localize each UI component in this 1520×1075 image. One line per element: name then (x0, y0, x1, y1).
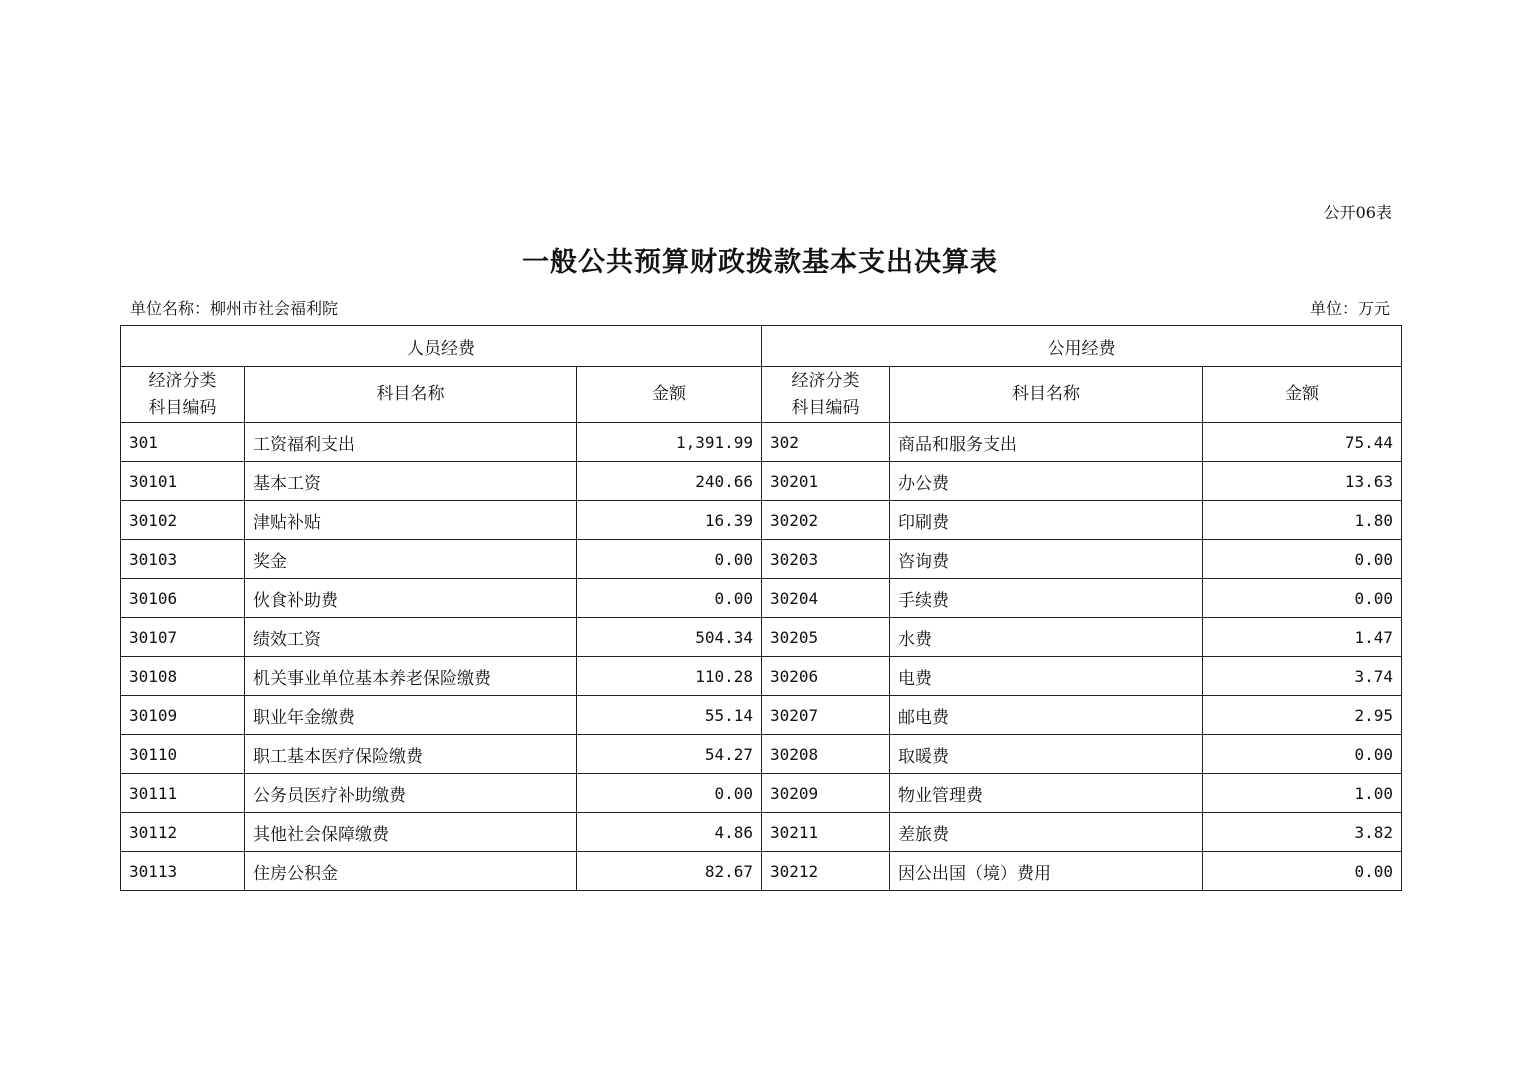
public-amount-header: 金额 (1203, 367, 1402, 423)
personnel-code-cell: 30110 (121, 735, 245, 774)
code-header-line1: 经济分类 (148, 370, 217, 391)
personnel-amount-cell: 4.86 (577, 813, 762, 852)
page-title: 一般公共预算财政拨款基本支出决算表 (522, 247, 998, 278)
personnel-name-cell: 住房公积金 (245, 852, 577, 891)
public-name-cell: 取暖费 (890, 735, 1203, 774)
public-name-cell: 电费 (890, 657, 1203, 696)
personnel-amount-cell: 110.28 (577, 657, 762, 696)
public-amount-cell: 3.74 (1203, 657, 1402, 696)
personnel-name-cell: 伙食补助费 (245, 579, 577, 618)
personnel-name-cell: 其他社会保障缴费 (245, 813, 577, 852)
public-name-header: 科目名称 (890, 367, 1203, 423)
column-header-row (121, 367, 1402, 423)
table-row (121, 735, 1402, 774)
code-header-line2: 科目编码 (148, 397, 217, 418)
public-amount-cell: 1.47 (1203, 618, 1402, 657)
table-row (121, 501, 1402, 540)
table-row (121, 462, 1402, 501)
public-code-cell: 30207 (762, 696, 890, 735)
code-header-line1: 经济分类 (791, 370, 860, 391)
unit-name-value: 柳州市社会福利院 (210, 299, 339, 318)
public-amount-cell: 0.00 (1203, 579, 1402, 618)
unit-name-line (130, 296, 338, 319)
public-name-cell: 办公费 (890, 462, 1203, 501)
public-amount-cell: 0.00 (1203, 852, 1402, 891)
personnel-name-cell: 职业年金缴费 (245, 696, 577, 735)
personnel-amount-cell: 55.14 (577, 696, 762, 735)
table-body (121, 423, 1402, 891)
public-code-cell: 30212 (762, 852, 890, 891)
currency-unit: 单位：万元 (1309, 299, 1390, 318)
public-amount-cell: 13.63 (1203, 462, 1402, 501)
personnel-code-cell: 30108 (121, 657, 245, 696)
personnel-code-cell: 30101 (121, 462, 245, 501)
public-code-cell: 30203 (762, 540, 890, 579)
unit-name-label: 单位名称： (130, 299, 211, 318)
personnel-code-cell: 30111 (121, 774, 245, 813)
public-code-cell: 30202 (762, 501, 890, 540)
personnel-amount-cell: 1,391.99 (577, 423, 762, 462)
public-name-cell: 商品和服务支出 (890, 423, 1203, 462)
public-code-cell: 30208 (762, 735, 890, 774)
public-name-cell: 咨询费 (890, 540, 1203, 579)
personnel-code-cell: 30102 (121, 501, 245, 540)
table-row (121, 540, 1402, 579)
public-expense-header: 公用经费 (762, 326, 1402, 367)
public-amount-cell: 3.82 (1203, 813, 1402, 852)
form-number: 公开06表 (1323, 203, 1392, 222)
code-header-line2: 科目编码 (791, 397, 860, 418)
personnel-amount-cell: 0.00 (577, 579, 762, 618)
public-name-cell: 印刷费 (890, 501, 1203, 540)
table-row (121, 618, 1402, 657)
table-row (121, 657, 1402, 696)
personnel-code-cell: 30109 (121, 696, 245, 735)
personnel-amount-cell: 240.66 (577, 462, 762, 501)
public-amount-cell: 2.95 (1203, 696, 1402, 735)
table-row (121, 774, 1402, 813)
public-code-cell: 30204 (762, 579, 890, 618)
personnel-name-cell: 绩效工资 (245, 618, 577, 657)
personnel-code-header (121, 367, 245, 423)
personnel-amount-cell: 504.34 (577, 618, 762, 657)
public-amount-cell: 1.80 (1203, 501, 1402, 540)
table-row (121, 423, 1402, 462)
personnel-name-cell: 机关事业单位基本养老保险缴费 (245, 657, 577, 696)
personnel-name-header: 科目名称 (245, 367, 577, 423)
public-amount-cell: 1.00 (1203, 774, 1402, 813)
public-code-cell: 30206 (762, 657, 890, 696)
public-code-cell: 30205 (762, 618, 890, 657)
public-name-cell: 因公出国（境）费用 (890, 852, 1203, 891)
public-code-cell: 302 (762, 423, 890, 462)
public-amount-cell: 0.00 (1203, 735, 1402, 774)
personnel-amount-header: 金额 (577, 367, 762, 423)
table-row (121, 813, 1402, 852)
public-code-cell: 30211 (762, 813, 890, 852)
personnel-amount-cell: 0.00 (577, 540, 762, 579)
table-row (121, 579, 1402, 618)
personnel-code-cell: 30112 (121, 813, 245, 852)
personnel-code-cell: 30103 (121, 540, 245, 579)
personnel-name-cell: 津贴补贴 (245, 501, 577, 540)
public-code-cell: 30201 (762, 462, 890, 501)
public-name-cell: 差旅费 (890, 813, 1203, 852)
personnel-name-cell: 职工基本医疗保险缴费 (245, 735, 577, 774)
expenditure-table (120, 325, 1402, 891)
public-code-header (762, 367, 890, 423)
personnel-amount-cell: 54.27 (577, 735, 762, 774)
personnel-amount-cell: 82.67 (577, 852, 762, 891)
personnel-code-cell: 301 (121, 423, 245, 462)
group-header-row (121, 326, 1402, 367)
personnel-code-cell: 30113 (121, 852, 245, 891)
personnel-amount-cell: 0.00 (577, 774, 762, 813)
personnel-name-cell: 基本工资 (245, 462, 577, 501)
personnel-name-cell: 工资福利支出 (245, 423, 577, 462)
public-amount-cell: 75.44 (1203, 423, 1402, 462)
public-name-cell: 手续费 (890, 579, 1203, 618)
public-name-cell: 水费 (890, 618, 1203, 657)
personnel-amount-cell: 16.39 (577, 501, 762, 540)
public-name-cell: 物业管理费 (890, 774, 1203, 813)
personnel-expense-header: 人员经费 (121, 326, 762, 367)
personnel-code-cell: 30106 (121, 579, 245, 618)
personnel-name-cell: 奖金 (245, 540, 577, 579)
table-row (121, 696, 1402, 735)
public-amount-cell: 0.00 (1203, 540, 1402, 579)
personnel-name-cell: 公务员医疗补助缴费 (245, 774, 577, 813)
public-name-cell: 邮电费 (890, 696, 1203, 735)
personnel-code-cell: 30107 (121, 618, 245, 657)
public-code-cell: 30209 (762, 774, 890, 813)
table-row (121, 852, 1402, 891)
